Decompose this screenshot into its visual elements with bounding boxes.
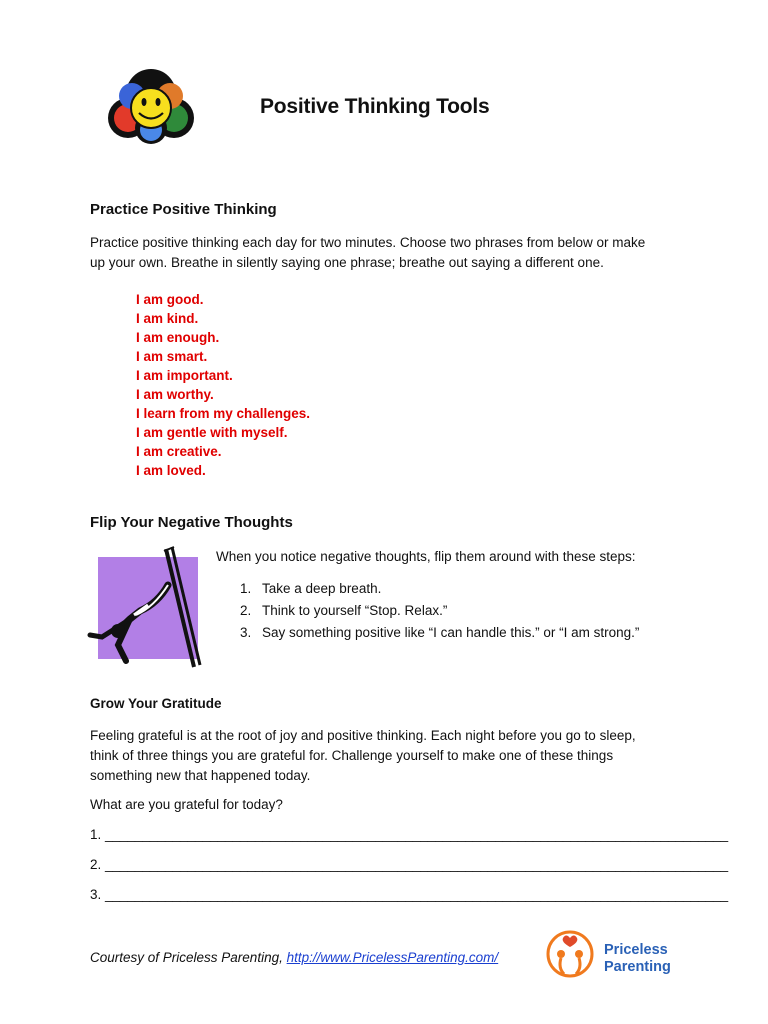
step-text: Say something positive like “I can handle this.” or “I am strong.” <box>262 625 640 640</box>
step-text: Take a deep breath. <box>262 581 382 596</box>
step-number: 1. <box>240 581 252 596</box>
gratitude-blank-1[interactable]: 1. ___________________________________________________________________________________ <box>90 827 729 842</box>
phrase-item: I am important. <box>136 368 233 383</box>
footer-courtesy-text: Courtesy of Priceless Parenting, <box>90 950 287 965</box>
step-item <box>240 578 639 600</box>
gratitude-blank-2[interactable]: 2. ___________________________________________________________________________________ <box>90 857 729 872</box>
gratitude-line-1: Feeling grateful is at the root of joy and positive thinking. Each night before you go to sleep, <box>90 728 636 743</box>
section-heading-gratitude: Grow Your Gratitude <box>90 696 222 711</box>
practice-intro <box>90 233 645 273</box>
gratitude-line-2: think of three things you are grateful for. Challenge yourself to make one of these things <box>90 748 614 763</box>
step-item <box>240 600 639 622</box>
skier-clipart-icon <box>88 545 210 673</box>
phrase-list <box>136 290 310 480</box>
phrase-item: I am enough. <box>136 330 220 345</box>
phrase-item: I learn from my challenges. <box>136 406 311 421</box>
section-heading-flip: Flip Your Negative Thoughts <box>90 514 293 531</box>
priceless-parenting-logo-icon <box>542 928 600 980</box>
phrase-item: I am kind. <box>136 311 199 326</box>
page-title: Positive Thinking Tools <box>260 95 490 118</box>
priceless-parenting-link[interactable]: http://www.PricelessParenting.com/ <box>286 950 499 965</box>
phrase-item: I am gentle with myself. <box>136 425 288 440</box>
brand-line-1: Priceless <box>604 942 668 958</box>
phrase-item: I am creative. <box>136 444 222 459</box>
flip-steps-list <box>240 578 639 644</box>
step-number: 2. <box>240 603 252 618</box>
step-number: 3. <box>240 625 252 640</box>
gratitude-blank-3[interactable]: 3. ___________________________________________________________________________________ <box>90 887 729 902</box>
footer-courtesy <box>90 950 498 965</box>
gratitude-paragraph <box>90 726 636 786</box>
practice-intro-line-2: up your own. Breathe in silently saying one phrase; breathe out saying a different one. <box>90 255 604 270</box>
practice-intro-line-1: Practice positive thinking each day for two minutes. Choose two phrases from below or make <box>90 235 646 250</box>
flip-intro: When you notice negative thoughts, flip them around with these steps: <box>216 549 636 564</box>
phrase-item: I am worthy. <box>136 387 214 402</box>
step-item <box>240 622 639 644</box>
phrase-item: I am good. <box>136 292 204 307</box>
gratitude-line-3: something new that happened today. <box>90 768 311 783</box>
brand-line-2: Parenting <box>604 959 671 975</box>
section-heading-practice: Practice Positive Thinking <box>90 201 277 218</box>
phrase-item: I am loved. <box>136 463 206 478</box>
step-text: Think to yourself “Stop. Relax.” <box>262 603 448 618</box>
phrase-item: I am smart. <box>136 349 208 364</box>
smiley-logo-icon <box>104 66 200 154</box>
gratitude-question: What are you grateful for today? <box>90 797 283 812</box>
priceless-parenting-brand <box>604 942 671 976</box>
